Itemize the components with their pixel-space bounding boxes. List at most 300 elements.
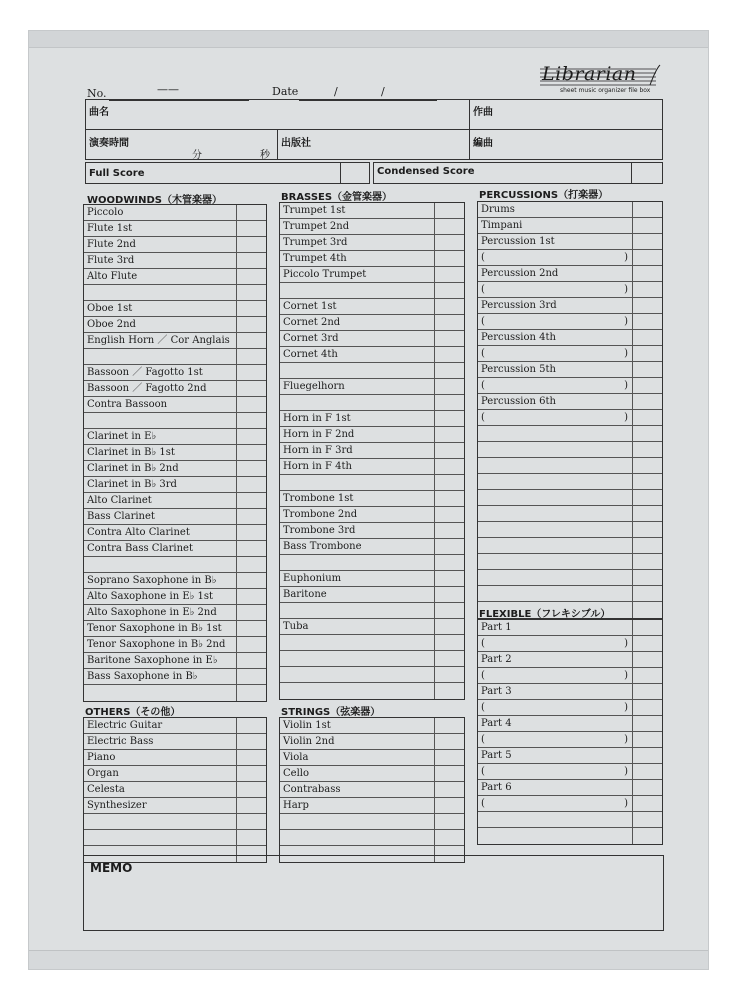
woodwinds-count-box[interactable] [237, 637, 266, 652]
others-count-box[interactable] [237, 798, 266, 813]
others-row [84, 766, 266, 782]
strings-count-box[interactable] [435, 718, 464, 733]
woodwinds-part-name [84, 445, 237, 460]
percussions-count-box[interactable] [633, 506, 662, 521]
woodwinds-part-name [84, 509, 237, 524]
strings-count-box[interactable] [435, 830, 464, 845]
strings-count-box[interactable] [435, 766, 464, 781]
woodwinds-part-name [84, 493, 237, 508]
woodwinds-part-label: Bass Saxophone in B♭ [87, 671, 198, 682]
woodwinds-count-box[interactable] [237, 605, 266, 620]
woodwinds-count-box[interactable] [237, 509, 266, 524]
date-label: Date [272, 85, 299, 98]
woodwinds-count-box[interactable] [237, 333, 266, 348]
woodwinds-part-label: Bassoon ／ Fagotto 1st [87, 367, 203, 378]
others-part-name [84, 782, 237, 797]
brasses-row [280, 299, 464, 315]
percussions-part-name [478, 362, 633, 377]
strings-count-box[interactable] [435, 734, 464, 749]
others-part-name [84, 830, 237, 845]
brasses-part-label: Euphonium [283, 573, 342, 584]
brasses-count-box[interactable] [435, 267, 464, 282]
flexible-count-box[interactable] [633, 652, 662, 667]
woodwinds-part-label: Alto Flute [87, 271, 138, 282]
brasses-count-box[interactable] [435, 251, 464, 266]
percussions-count-box[interactable] [633, 602, 662, 618]
flexible-part-label: Part 4 [481, 718, 512, 729]
flexible-part-name [478, 668, 633, 683]
woodwinds-count-box[interactable] [237, 541, 266, 556]
percussions-row [478, 362, 662, 378]
percussions-part-name [478, 266, 633, 281]
strings-part-name [280, 750, 435, 765]
woodwinds-count-box[interactable] [237, 269, 266, 284]
flexible-paren-close: ) [624, 638, 628, 649]
woodwinds-part-name [84, 237, 237, 252]
woodwinds-part-name [84, 605, 237, 620]
woodwinds-count-box[interactable] [237, 589, 266, 604]
woodwinds-count-box[interactable] [237, 493, 266, 508]
brasses-count-box[interactable] [435, 219, 464, 234]
date-sep-1: / [334, 85, 338, 98]
flexible-count-box[interactable] [633, 716, 662, 731]
flexible-count-box[interactable] [633, 828, 662, 844]
brasses-row [280, 507, 464, 523]
brasses-part-label: Horn in F 1st [283, 413, 351, 424]
others-part-label: Piano [87, 752, 116, 763]
librarian-logo [538, 63, 662, 97]
percussions-row [478, 202, 662, 218]
brasses-count-box[interactable] [435, 635, 464, 650]
percussions-part-name [478, 474, 633, 489]
percussions-count-box[interactable] [633, 282, 662, 297]
brasses-row [280, 331, 464, 347]
flexible-row [478, 764, 662, 780]
brasses-row [280, 283, 464, 299]
brasses-count-box[interactable] [435, 571, 464, 586]
brasses-count-box[interactable] [435, 539, 464, 554]
woodwinds-part-label: Flute 3rd [87, 255, 135, 266]
others-count-box[interactable] [237, 814, 266, 829]
flexible-part-name [478, 796, 633, 811]
strings-part-label: Harp [283, 800, 309, 811]
woodwinds-part-name [84, 637, 237, 652]
woodwinds-count-box[interactable] [237, 669, 266, 684]
brasses-row [280, 619, 464, 635]
brasses-part-label: Fluegelhorn [283, 381, 345, 392]
percussions-count-box[interactable] [633, 362, 662, 377]
woodwinds-row [84, 637, 266, 653]
brasses-count-box[interactable] [435, 427, 464, 442]
flexible-title: FLEXIBLE（フレキシブル） [479, 609, 611, 620]
brasses-count-box[interactable] [435, 443, 464, 458]
strings-row [280, 798, 464, 814]
flexible-count-box[interactable] [633, 780, 662, 795]
flexible-count-box[interactable] [633, 636, 662, 651]
woodwinds-count-box[interactable] [237, 461, 266, 476]
percussions-count-box[interactable] [633, 410, 662, 425]
percussions-row [478, 218, 662, 234]
brasses-row [280, 635, 464, 651]
brasses-count-box[interactable] [435, 283, 464, 298]
woodwinds-part-name [84, 477, 237, 492]
flexible-row [478, 668, 662, 684]
brasses-count-box[interactable] [435, 683, 464, 699]
others-count-box[interactable] [237, 734, 266, 749]
brasses-part-name [280, 347, 435, 362]
woodwinds-part-name [84, 621, 237, 636]
title-label: 曲名 [89, 107, 109, 118]
woodwinds-count-box[interactable] [237, 621, 266, 636]
woodwinds-part-name [84, 381, 237, 396]
brasses-count-box[interactable] [435, 315, 464, 330]
woodwinds-count-box[interactable] [237, 349, 266, 364]
flexible-part-name [478, 652, 633, 667]
percussions-row [478, 458, 662, 474]
woodwinds-part-name [84, 317, 237, 332]
percussions-count-box[interactable] [633, 474, 662, 489]
brasses-part-name [280, 379, 435, 394]
woodwinds-part-name [84, 413, 237, 428]
strings-row [280, 830, 464, 846]
brasses-count-box[interactable] [435, 395, 464, 410]
percussions-part-label: Timpani [481, 220, 523, 231]
percussions-part-name [478, 426, 633, 441]
brasses-count-box[interactable] [435, 379, 464, 394]
woodwinds-count-box[interactable] [237, 381, 266, 396]
woodwinds-row [84, 653, 266, 669]
woodwinds-row [84, 237, 266, 253]
flexible-count-box[interactable] [633, 668, 662, 683]
percussions-count-box[interactable] [633, 522, 662, 537]
brasses-row [280, 667, 464, 683]
others-part-label: Electric Bass [87, 736, 154, 747]
full-score-label: Full Score [89, 168, 145, 179]
brasses-count-box[interactable] [435, 603, 464, 618]
flexible-part-label: Part 5 [481, 750, 512, 761]
strings-part-label: Violin 2nd [283, 736, 335, 747]
percussions-row [478, 330, 662, 346]
percussions-part-label: Percussion 6th [481, 396, 556, 407]
percussions-count-box[interactable] [633, 266, 662, 281]
percussions-part-label: ( [481, 380, 485, 391]
others-part-label: Celesta [87, 784, 125, 795]
percussions-row [478, 426, 662, 442]
others-row [84, 798, 266, 814]
brasses-count-box[interactable] [435, 347, 464, 362]
brasses-count-box[interactable] [435, 555, 464, 570]
percussions-count-box[interactable] [633, 554, 662, 569]
brasses-row [280, 475, 464, 491]
woodwinds-count-box[interactable] [237, 573, 266, 588]
percussions-count-box[interactable] [633, 538, 662, 553]
woodwinds-count-box[interactable] [237, 685, 266, 701]
others-count-box[interactable] [237, 766, 266, 781]
flexible-count-box[interactable] [633, 620, 662, 635]
woodwinds-count-box[interactable] [237, 301, 266, 316]
brasses-count-box[interactable] [435, 523, 464, 538]
woodwinds-row [84, 205, 266, 221]
percussions-row [478, 474, 662, 490]
woodwinds-part-name [84, 365, 237, 380]
others-count-box[interactable] [237, 782, 266, 797]
woodwinds-count-box[interactable] [237, 237, 266, 252]
full-score-box [85, 162, 341, 184]
percussions-row [478, 298, 662, 314]
brasses-part-label: Trumpet 4th [283, 253, 347, 264]
strings-count-box[interactable] [435, 814, 464, 829]
flexible-part-label: Part 6 [481, 782, 512, 793]
percussions-count-box[interactable] [633, 346, 662, 361]
flexible-paren-close: ) [624, 766, 628, 777]
woodwinds-part-label: Clarinet in B♭ 2nd [87, 463, 179, 474]
woodwinds-count-box[interactable] [237, 205, 266, 220]
composer-label: 作曲 [473, 107, 493, 118]
woodwinds-part-name [84, 653, 237, 668]
brasses-count-box[interactable] [435, 363, 464, 378]
brasses-grid [279, 202, 465, 700]
brasses-part-label: Trombone 3rd [283, 525, 356, 536]
brasses-part-name [280, 331, 435, 346]
percussions-count-box[interactable] [633, 298, 662, 313]
flexible-count-box[interactable] [633, 796, 662, 811]
strings-title: STRINGS（弦楽器） [281, 707, 381, 718]
others-count-box[interactable] [237, 718, 266, 733]
brasses-part-name [280, 395, 435, 410]
brasses-part-label: Horn in F 4th [283, 461, 352, 472]
brasses-row [280, 395, 464, 411]
brasses-count-box[interactable] [435, 299, 464, 314]
brasses-count-box[interactable] [435, 203, 464, 218]
percussions-part-label: Percussion 1st [481, 236, 555, 247]
percussions-count-box[interactable] [633, 314, 662, 329]
flexible-count-box[interactable] [633, 764, 662, 779]
strings-count-box[interactable] [435, 798, 464, 813]
board-top-edge [29, 31, 708, 48]
flexible-paren-close: ) [624, 702, 628, 713]
flexible-part-name [478, 828, 633, 844]
woodwinds-row [84, 349, 266, 365]
percussions-part-name [478, 250, 633, 265]
woodwinds-row [84, 557, 266, 573]
flexible-count-box[interactable] [633, 812, 662, 827]
percussions-count-box[interactable] [633, 394, 662, 409]
memo-box[interactable] [83, 855, 664, 931]
percussions-count-box[interactable] [633, 426, 662, 441]
brasses-part-name [280, 475, 435, 490]
brasses-count-box[interactable] [435, 491, 464, 506]
woodwinds-count-box[interactable] [237, 365, 266, 380]
woodwinds-part-name [84, 397, 237, 412]
woodwinds-count-box[interactable] [237, 525, 266, 540]
title-box [85, 99, 470, 130]
brasses-count-box[interactable] [435, 619, 464, 634]
woodwinds-count-box[interactable] [237, 429, 266, 444]
arranger-box [469, 129, 663, 160]
percussions-row [478, 554, 662, 570]
percussions-count-box[interactable] [633, 202, 662, 217]
woodwinds-title: WOODWINDS（木管楽器） [87, 195, 222, 206]
woodwinds-part-label: Piccolo [87, 207, 124, 218]
brasses-part-name [280, 555, 435, 570]
percussions-part-label: ( [481, 348, 485, 359]
percussions-count-box[interactable] [633, 586, 662, 601]
flexible-part-label: ( [481, 638, 485, 649]
brasses-part-name [280, 219, 435, 234]
percussions-part-name [478, 410, 633, 425]
brasses-row [280, 363, 464, 379]
woodwinds-count-box[interactable] [237, 653, 266, 668]
brasses-part-name [280, 443, 435, 458]
percussions-count-box[interactable] [633, 490, 662, 505]
percussions-count-box[interactable] [633, 570, 662, 585]
woodwinds-count-box[interactable] [237, 317, 266, 332]
percussions-part-name [478, 394, 633, 409]
percussions-count-box[interactable] [633, 378, 662, 393]
percussions-row [478, 234, 662, 250]
brasses-part-name [280, 427, 435, 442]
brasses-count-box[interactable] [435, 475, 464, 490]
woodwinds-count-box[interactable] [237, 477, 266, 492]
woodwinds-part-label: Soprano Saxophone in B♭ [87, 575, 217, 586]
percussions-paren-close: ) [624, 412, 628, 423]
percussions-part-name [478, 282, 633, 297]
percussions-row [478, 346, 662, 362]
woodwinds-count-box[interactable] [237, 285, 266, 300]
duration-box [85, 129, 278, 160]
minutes-label: 分 [192, 150, 202, 161]
woodwinds-count-box[interactable] [237, 557, 266, 572]
woodwinds-count-box[interactable] [237, 221, 266, 236]
flexible-count-box[interactable] [633, 700, 662, 715]
woodwinds-row [84, 573, 266, 589]
flexible-row [478, 684, 662, 700]
percussions-row [478, 506, 662, 522]
brasses-row [280, 347, 464, 363]
woodwinds-row [84, 429, 266, 445]
percussions-count-box[interactable] [633, 458, 662, 473]
percussions-part-label: ( [481, 252, 485, 263]
brasses-count-box[interactable] [435, 331, 464, 346]
brasses-row [280, 235, 464, 251]
percussions-row [478, 282, 662, 298]
woodwinds-part-label: Bassoon ／ Fagotto 2nd [87, 383, 207, 394]
percussions-paren-close: ) [624, 348, 628, 359]
brasses-row [280, 267, 464, 283]
brasses-count-box[interactable] [435, 459, 464, 474]
seconds-label: 秒 [260, 150, 270, 161]
woodwinds-row [84, 477, 266, 493]
percussions-count-box[interactable] [633, 250, 662, 265]
condensed-score-label: Condensed Score [377, 166, 475, 177]
others-part-name [84, 750, 237, 765]
woodwinds-row [84, 413, 266, 429]
woodwinds-part-name [84, 429, 237, 444]
flexible-count-box[interactable] [633, 748, 662, 763]
flexible-row [478, 732, 662, 748]
flexible-row [478, 812, 662, 828]
woodwinds-count-box[interactable] [237, 445, 266, 460]
brasses-part-name [280, 539, 435, 554]
others-row [84, 750, 266, 766]
percussions-count-box[interactable] [633, 234, 662, 249]
strings-part-name [280, 718, 435, 733]
others-count-box[interactable] [237, 750, 266, 765]
woodwinds-row [84, 445, 266, 461]
strings-row [280, 782, 464, 798]
brasses-row [280, 443, 464, 459]
strings-count-box[interactable] [435, 750, 464, 765]
woodwinds-part-name [84, 461, 237, 476]
strings-part-label: Violin 1st [283, 720, 331, 731]
others-title: OTHERS（その他） [85, 707, 181, 718]
woodwinds-count-box[interactable] [237, 397, 266, 412]
percussions-part-label: Drums [481, 204, 515, 215]
strings-count-box[interactable] [435, 782, 464, 797]
brasses-count-box[interactable] [435, 587, 464, 602]
flexible-row [478, 636, 662, 652]
woodwinds-count-box[interactable] [237, 413, 266, 428]
woodwinds-row [84, 541, 266, 557]
brasses-part-name [280, 667, 435, 682]
brasses-part-name [280, 683, 435, 699]
percussions-part-label: ( [481, 284, 485, 295]
brasses-part-name [280, 235, 435, 250]
brasses-count-box[interactable] [435, 667, 464, 682]
brasses-part-name [280, 267, 435, 282]
woodwinds-row [84, 381, 266, 397]
flexible-count-box[interactable] [633, 684, 662, 699]
brasses-row [280, 587, 464, 603]
flexible-row [478, 780, 662, 796]
brasses-row [280, 219, 464, 235]
woodwinds-part-label: Oboe 1st [87, 303, 133, 314]
flexible-part-name [478, 780, 633, 795]
others-count-box[interactable] [237, 830, 266, 845]
others-row [84, 830, 266, 846]
percussions-count-box[interactable] [633, 442, 662, 457]
woodwinds-part-name [84, 589, 237, 604]
brasses-part-name [280, 635, 435, 650]
brasses-part-name [280, 315, 435, 330]
flexible-part-label: Part 1 [481, 622, 512, 633]
percussions-count-box[interactable] [633, 330, 662, 345]
percussions-part-label: Percussion 2nd [481, 268, 559, 279]
brasses-count-box[interactable] [435, 235, 464, 250]
no-value: —— [157, 83, 179, 96]
date-sep-2: / [381, 85, 385, 98]
woodwinds-part-label: Clarinet in B♭ 3rd [87, 479, 177, 490]
brasses-count-box[interactable] [435, 411, 464, 426]
composer-box [469, 99, 663, 130]
woodwinds-row [84, 621, 266, 637]
brasses-part-name [280, 619, 435, 634]
woodwinds-part-name [84, 221, 237, 236]
woodwinds-row [84, 269, 266, 285]
full-score-check [340, 162, 370, 184]
brasses-count-box[interactable] [435, 507, 464, 522]
woodwinds-row [84, 493, 266, 509]
flexible-row [478, 748, 662, 764]
flexible-count-box[interactable] [633, 732, 662, 747]
percussions-part-name [478, 570, 633, 585]
woodwinds-count-box[interactable] [237, 253, 266, 268]
woodwinds-row [84, 333, 266, 349]
brasses-count-box[interactable] [435, 651, 464, 666]
percussions-count-box[interactable] [633, 218, 662, 233]
flexible-part-name [478, 620, 633, 635]
woodwinds-part-label: Alto Saxophone in E♭ 1st [87, 591, 214, 602]
